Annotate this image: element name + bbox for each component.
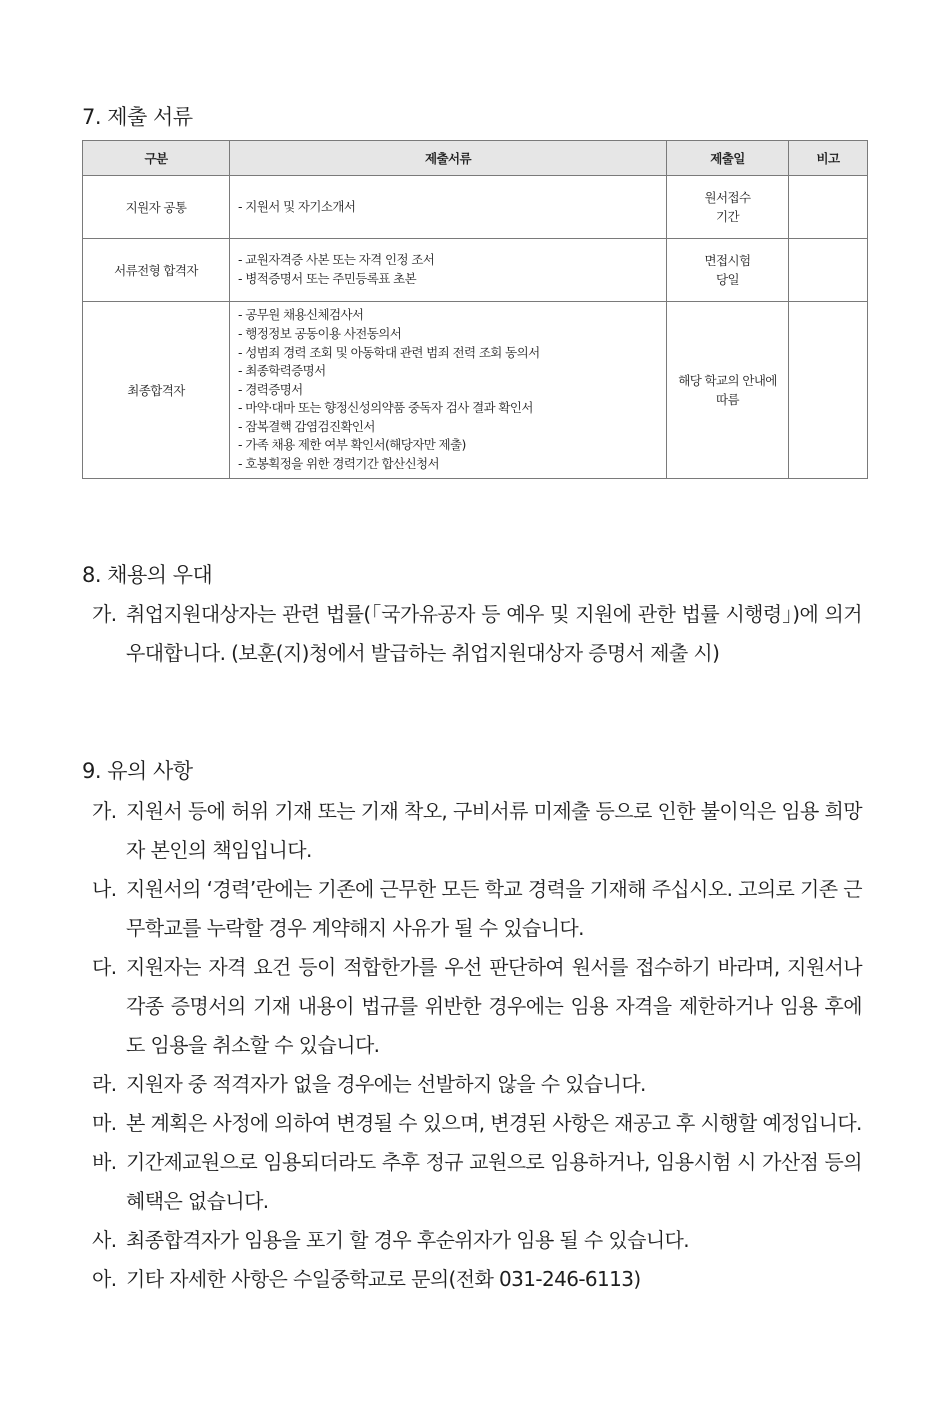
row-category: 최종합격자 xyxy=(83,302,230,479)
item-marker: 가. xyxy=(92,602,117,626)
item-marker: 바. xyxy=(92,1150,117,1174)
item-text: 본 계획은 사정에 의하여 변경될 수 있으며, 변경된 사항은 재공고 후 시행할 예정입니다. xyxy=(126,1111,862,1135)
item-text: 지원자 중 적격자가 없을 경우에는 선발하지 않을 수 있습니다. xyxy=(126,1072,646,1096)
document-item: - 지원서 및 자기소개서 xyxy=(238,198,356,214)
documents-table xyxy=(82,140,868,479)
document-item: - 공무원 채용신체검사서 xyxy=(238,307,364,323)
table-row xyxy=(83,176,868,239)
item-text: 기타 자세한 사항은 수일중학교로 문의(전화 031-246-6113) xyxy=(126,1267,641,1291)
item-text: 지원자는 자격 요건 등이 적합한가를 우선 판단하여 원서를 접수하기 바라며, 지원서나 각종 증명서의 기재 내용이 법규를 위반한 경우에는 임용 자격을 제한하거나 임용 후에도 임용을 취소할 수 있습니다. xyxy=(126,955,862,1057)
date-line: 면접시험 xyxy=(704,253,751,268)
item-text: 기간제교원으로 임용되더라도 추후 정규 교원으로 임용하거나, 임용시험 시 가산점 등의 혜택은 없습니다. xyxy=(126,1150,862,1213)
item-marker: 다. xyxy=(92,955,117,979)
section-8-title: 8. 채용의 우대 xyxy=(82,563,213,587)
document-item: - 호봉획정을 위한 경력기간 합산신청서 xyxy=(238,456,440,472)
list-item xyxy=(92,792,862,870)
date-line: 해당 학교의 안내에 xyxy=(678,373,777,388)
row-note xyxy=(789,302,868,479)
item-marker: 마. xyxy=(92,1111,117,1135)
list-item xyxy=(92,1221,862,1260)
item-marker: 나. xyxy=(92,877,117,901)
item-marker: 라. xyxy=(92,1072,117,1096)
item-text: 지원서 등에 허위 기재 또는 기재 착오, 구비서류 미제출 등으로 인한 불이익은 임용 희망자 본인의 책임입니다. xyxy=(126,799,862,862)
item-text: 취업지원대상자는 관련 법률(「국가유공자 등 예우 및 지원에 관한 법률 시행령」)에 의거 우대합니다. (보훈(지)청에서 발급하는 취업지원대상자 증명서 제출 시) xyxy=(126,602,862,665)
date-line: 원서접수 xyxy=(704,190,751,205)
row-documents xyxy=(230,302,667,479)
document-item: - 잠복결핵 감염검진확인서 xyxy=(238,418,375,434)
date-line: 당일 xyxy=(716,272,739,287)
list-item xyxy=(92,595,862,673)
preference-list xyxy=(92,595,862,673)
row-documents xyxy=(230,176,667,239)
list-item xyxy=(92,1143,862,1221)
list-item xyxy=(92,948,862,1065)
row-note xyxy=(789,176,868,239)
item-marker: 사. xyxy=(92,1228,117,1252)
item-marker: 아. xyxy=(92,1267,117,1291)
item-marker: 가. xyxy=(92,799,117,823)
list-item xyxy=(92,1104,862,1143)
list-item xyxy=(92,1260,862,1299)
item-text: 지원서의 ‘경력’란에는 기존에 근무한 모든 학교 경력을 기재해 주십시오. 고의로 기존 근무학교를 누락할 경우 계약해지 사유가 될 수 있습니다. xyxy=(126,877,862,940)
document-item: - 성범죄 경력 조회 및 아동학대 관련 범죄 전력 조회 동의서 xyxy=(238,344,540,360)
row-note xyxy=(789,239,868,302)
document-item: - 경력증명서 xyxy=(238,381,303,397)
header-documents: 제출서류 xyxy=(230,141,667,176)
header-category: 구분 xyxy=(83,141,230,176)
document-item: - 가족 채용 제한 여부 확인서(해당자만 제출) xyxy=(238,437,466,453)
list-item xyxy=(92,870,862,948)
item-text: 최종합격자가 임용을 포기 할 경우 후순위자가 임용 될 수 있습니다. xyxy=(126,1228,690,1252)
section-9-title: 9. 유의 사항 xyxy=(82,759,193,783)
document-item: - 병적증명서 또는 주민등록표 초본 xyxy=(238,271,417,286)
row-submit-date xyxy=(667,176,789,239)
table-header-row xyxy=(83,141,868,176)
header-submit-date: 제출일 xyxy=(667,141,789,176)
row-submit-date xyxy=(667,239,789,302)
date-line: 따름 xyxy=(716,392,739,407)
document-item: - 마약·대마 또는 향정신성의약품 중독자 검사 결과 확인서 xyxy=(238,400,533,416)
document-item: - 최종학력증명서 xyxy=(238,363,326,379)
row-submit-date xyxy=(667,302,789,479)
row-documents xyxy=(230,239,667,302)
list-item xyxy=(92,1065,862,1104)
row-category: 서류전형 합격자 xyxy=(83,239,230,302)
table-row xyxy=(83,239,868,302)
section-7-title: 7. 제출 서류 xyxy=(82,105,193,129)
table-row xyxy=(83,302,868,479)
document-item: - 행정정보 공동이용 사전동의서 xyxy=(238,325,402,341)
document-item: - 교원자격증 사본 또는 자격 인정 조서 xyxy=(238,252,435,268)
date-line: 기간 xyxy=(716,209,739,224)
notes-list xyxy=(92,792,862,1299)
header-note: 비고 xyxy=(789,141,868,176)
row-category: 지원자 공통 xyxy=(83,176,230,239)
